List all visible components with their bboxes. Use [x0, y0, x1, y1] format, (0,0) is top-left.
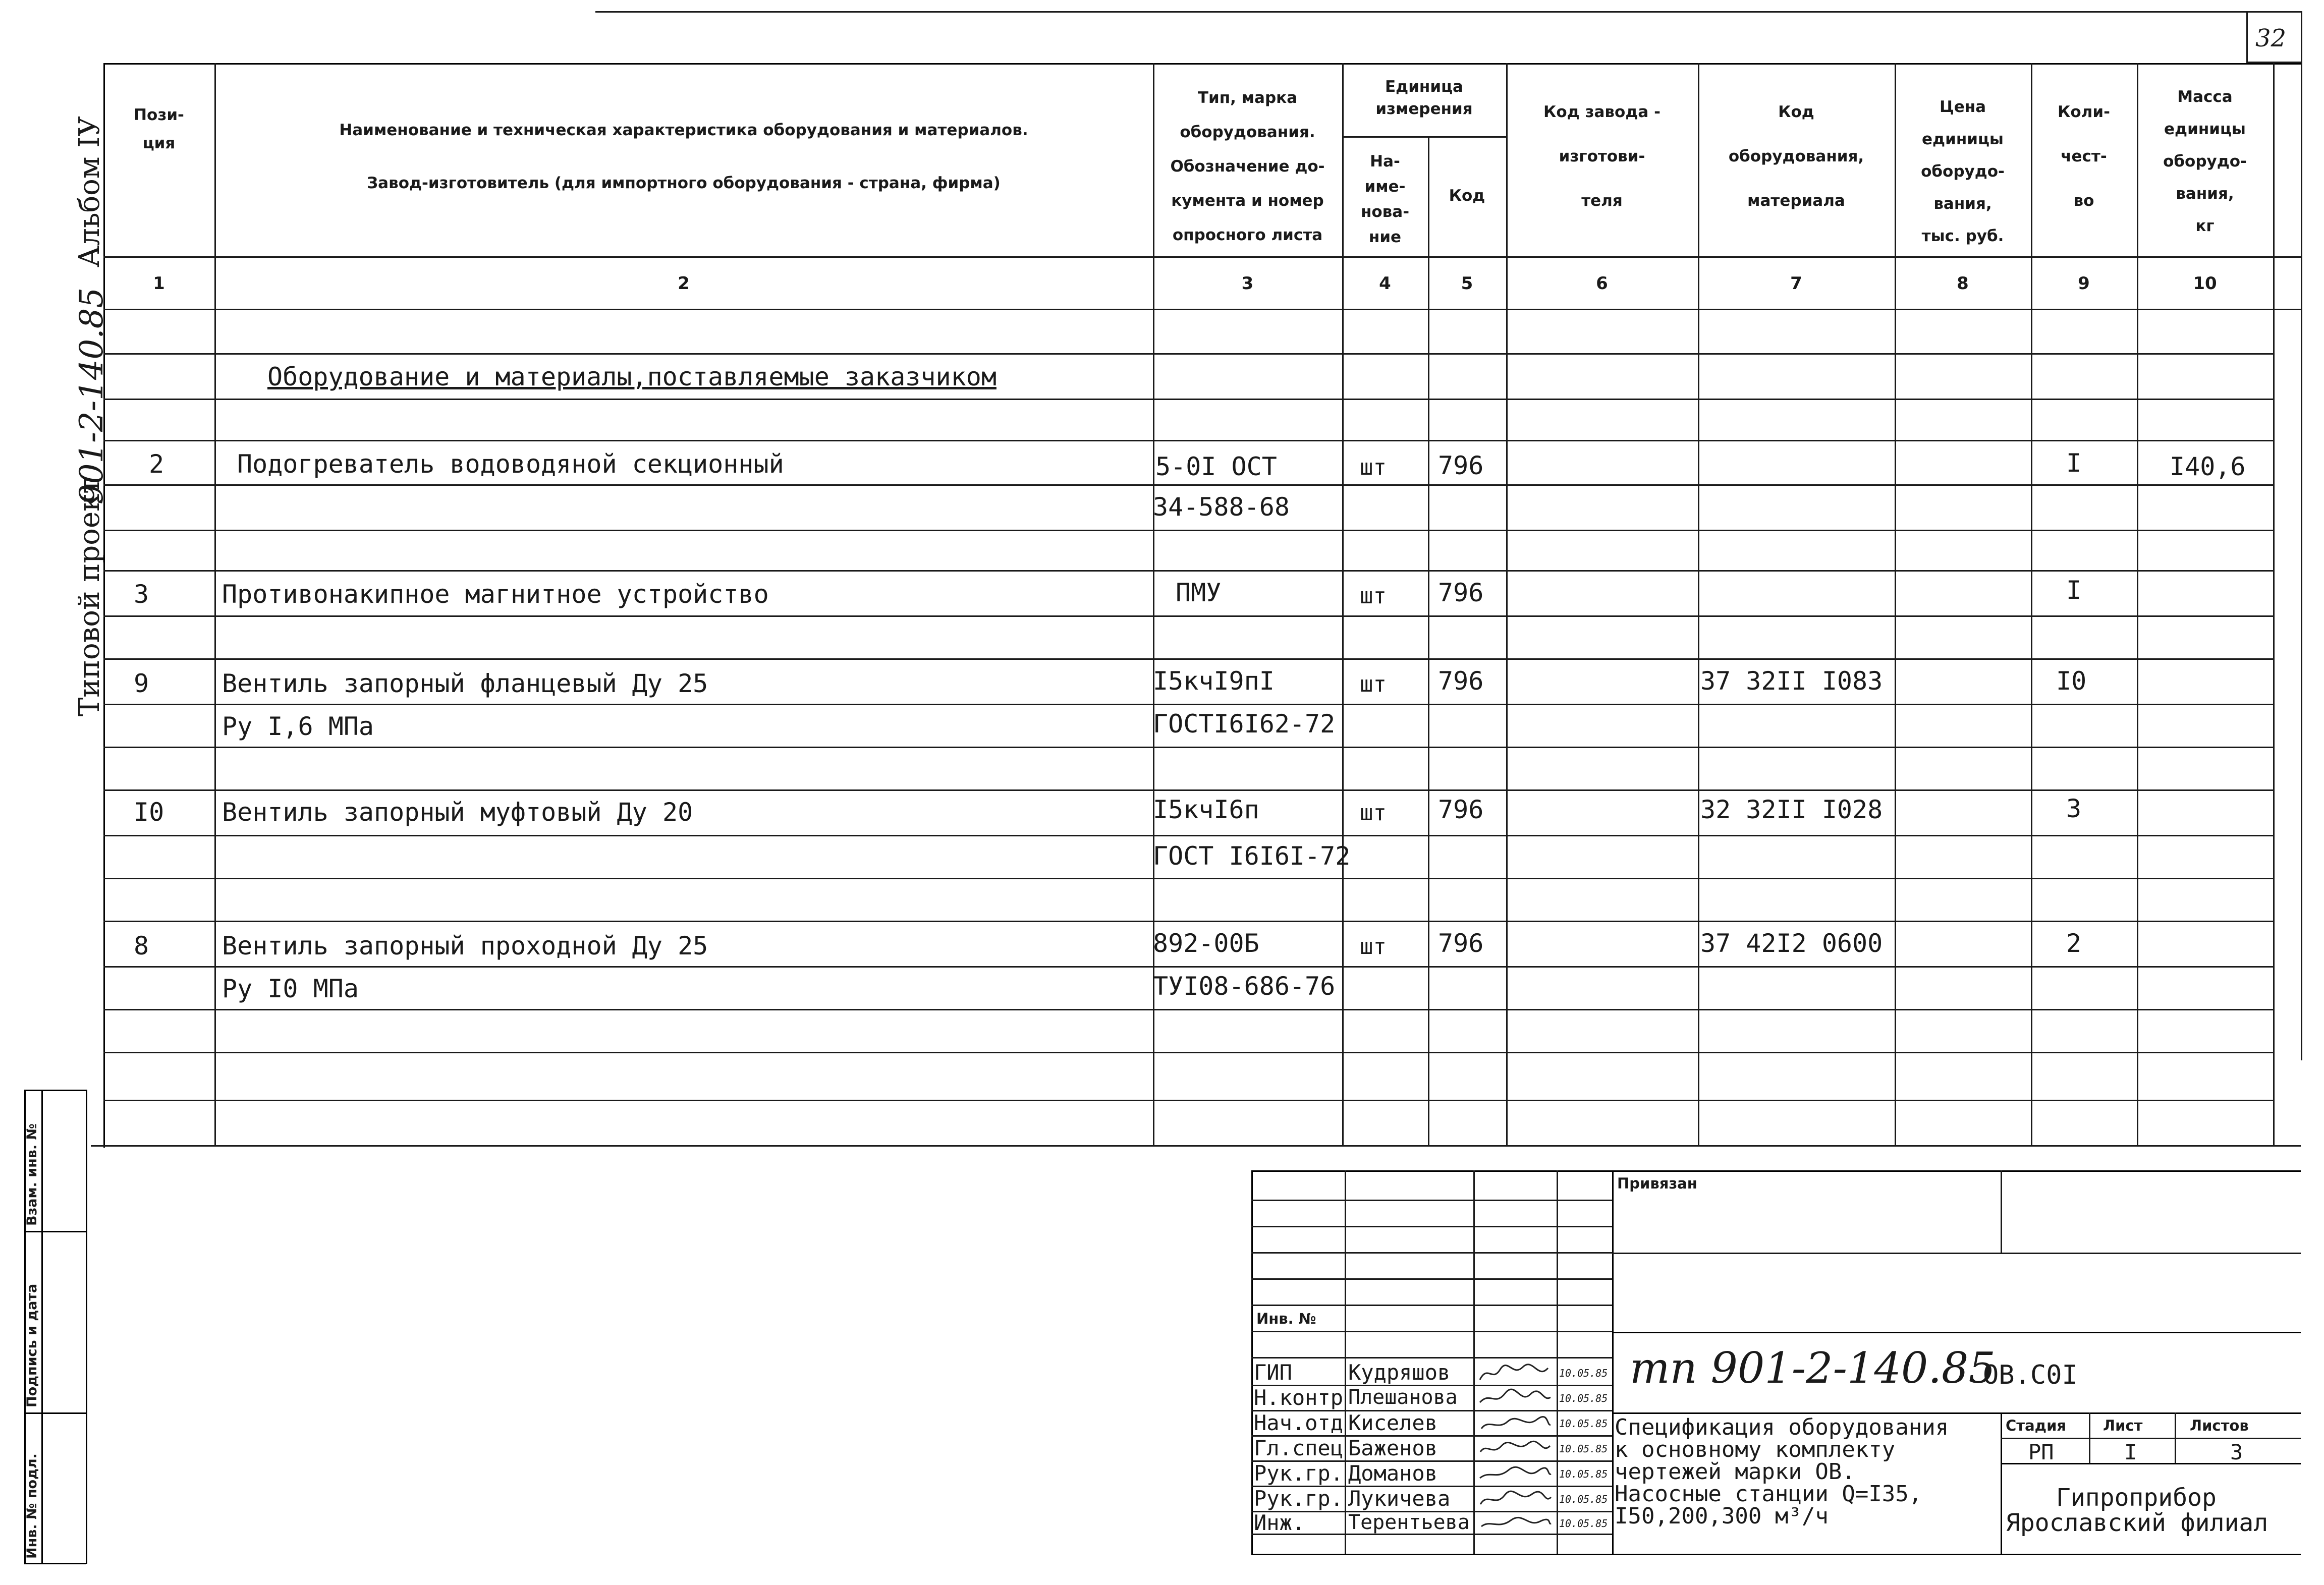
tb-date: 10.05.85	[1559, 1443, 1608, 1455]
row-line	[103, 1009, 2273, 1010]
cell-unit: шт	[1360, 934, 1387, 959]
cell-type: ТУI08-686-76	[1153, 972, 1336, 1001]
tb-name: Киселев	[1348, 1410, 1438, 1435]
colnum-4: 4	[1379, 273, 1391, 294]
left-strip-inner	[86, 1090, 87, 1564]
cell-material-code: 37 42I2 0600	[1700, 929, 1883, 958]
tb-grid-h	[1251, 1278, 1612, 1280]
tb-date: 10.05.85	[1559, 1392, 1608, 1404]
signature-mark	[1477, 1463, 1553, 1484]
sheet-number-box-left	[2246, 11, 2248, 62]
table-left	[103, 63, 105, 1148]
cell-code: 796	[1438, 451, 1484, 480]
side-project-code: 901-2-140.85	[73, 287, 110, 504]
side-album: Альбом IУ	[73, 116, 106, 267]
tb-grid-h	[1251, 1357, 1612, 1358]
cell-name: Ру I0 МПа	[222, 974, 359, 1003]
row-line	[103, 704, 2273, 705]
header-unit: Единица измерения	[1375, 78, 1473, 118]
strip-inv-podl: Инв. № подл.	[24, 1453, 40, 1559]
tb-date: 10.05.85	[1559, 1418, 1608, 1430]
tb-grid-h	[1251, 1226, 1612, 1227]
tb-sep	[1612, 1170, 1614, 1554]
header-name-line1: Наименование и техническая характеристика оборудования и материалов.	[339, 121, 1028, 139]
tb-description-3: чертежей марки ОВ.	[1615, 1459, 1855, 1485]
colnum-2: 2	[678, 273, 690, 294]
cell-position: 3	[134, 580, 149, 609]
tb-role: Инж.	[1254, 1510, 1305, 1535]
tb-org-line1: Гипроприбор	[2056, 1484, 2217, 1512]
sheet-number: 32	[2255, 24, 2287, 52]
table-top	[103, 63, 2301, 65]
tb-role: Рук.гр.	[1254, 1461, 1344, 1486]
cell-code: 796	[1438, 795, 1484, 824]
left-strip-top	[24, 1090, 86, 1091]
signature-mark	[1477, 1387, 1553, 1408]
cell-unit: шт	[1360, 671, 1387, 697]
tb-doc-mark: ОВ.С0I	[1983, 1360, 2078, 1390]
row-line	[103, 835, 2273, 836]
header-type: Тип, марка оборудования. Обозначение до- кумента и номер опросного листа	[1170, 89, 1325, 244]
cell-type: ПМУ	[1176, 578, 1222, 607]
signature-mark	[1477, 1512, 1553, 1534]
cell-unit: шт	[1360, 583, 1387, 609]
tb-inv-no: Инв. №	[1256, 1310, 1316, 1327]
cell-quantity: 2	[2066, 929, 2082, 958]
cell-name: Подогреватель водоводяной секционный	[237, 449, 784, 479]
col-line-1	[214, 63, 216, 1145]
signature-mark	[1477, 1412, 1553, 1434]
cell-type: I5кчI9пI	[1153, 666, 1275, 696]
row-line	[103, 484, 2273, 486]
row-line	[103, 921, 2273, 922]
tb-stage-h	[2001, 1438, 2301, 1439]
header-unit-name: На- име- нова- ние	[1360, 152, 1410, 246]
tb-sheets-label: Листов	[2190, 1417, 2249, 1434]
row-line	[103, 658, 2273, 660]
header-mass: Масса единицы оборудо- вания, кг	[2163, 88, 2247, 235]
header-unit-code: Код	[1449, 187, 1485, 205]
tb-grid-v	[1557, 1170, 1558, 1554]
tb-name: Кудряшов	[1348, 1360, 1451, 1385]
cell-position: 8	[134, 931, 149, 960]
tb-description-1: Спецификация оборудования	[1615, 1414, 1949, 1440]
cell-unit: шт	[1360, 800, 1387, 826]
tb-description-4: Насосные станции Q=I35,	[1615, 1481, 1922, 1507]
tb-role: ГИП	[1254, 1360, 1292, 1385]
colnum-3: 3	[1241, 273, 1254, 294]
col-line-10	[2273, 63, 2275, 1145]
tb-grid-h	[1251, 1331, 1612, 1332]
tb-name: Лукичева	[1348, 1486, 1451, 1511]
row-line	[103, 1100, 2273, 1101]
tb-sheets: 3	[2230, 1440, 2243, 1464]
table-bottom	[91, 1145, 2301, 1147]
left-strip-mid	[41, 1090, 43, 1564]
cell-name: Вентиль запорный муфтовый Ду 20	[222, 798, 693, 827]
tb-role: Гл.спец	[1254, 1436, 1344, 1460]
cell-name: Вентиль запорный проходной Ду 25	[222, 931, 708, 960]
row-line	[103, 530, 2273, 531]
row-line	[103, 615, 2273, 617]
tb-date: 10.05.85	[1559, 1517, 1608, 1530]
row-line	[103, 747, 2273, 748]
row-line	[103, 399, 2273, 400]
tb-description-5: I50,200,300 м³/ч	[1615, 1503, 1829, 1529]
strip-podpis-data: Подпись и дата	[24, 1283, 40, 1407]
tb-grid-h	[1251, 1305, 1612, 1306]
header-position: Пози- ция	[134, 106, 184, 152]
cell-quantity: 3	[2066, 794, 2082, 823]
tb-sheet: I	[2124, 1440, 2137, 1464]
row-line	[103, 878, 2273, 879]
cell-unit: шт	[1360, 455, 1387, 480]
cell-position: 2	[149, 449, 164, 479]
left-strip-div2	[24, 1412, 86, 1414]
cell-type: 892-00Б	[1153, 929, 1259, 958]
colnum-1: 1	[153, 273, 165, 294]
colnum-7: 7	[1790, 273, 1802, 294]
cell-name: Противонакипное магнитное устройство	[222, 580, 769, 609]
tb-doc-code: тп 901-2-140.85	[1630, 1343, 1996, 1393]
tb-grid-h	[1251, 1200, 1612, 1201]
header-price: Цена единицы оборудо- вания, тыс. руб.	[1921, 98, 2005, 245]
colnum-8: 8	[1957, 273, 1969, 294]
cell-code: 796	[1438, 929, 1484, 958]
cell-type: 34-588-68	[1153, 492, 1290, 522]
row-line	[103, 570, 2273, 572]
colnum-10: 10	[2193, 273, 2217, 294]
tb-name: Терентьева	[1348, 1511, 1470, 1534]
cell-material-code: 32 32II I028	[1700, 795, 1883, 824]
tb-grid-v	[1473, 1170, 1475, 1554]
tb-stage: РП	[2028, 1440, 2054, 1464]
signature-mark	[1477, 1362, 1553, 1383]
tb-grid-v	[1345, 1170, 1346, 1554]
tb-role: Нач.отд	[1254, 1410, 1344, 1435]
left-strip-div1	[24, 1231, 86, 1232]
tb-bottom	[1251, 1554, 2301, 1555]
cell-mass: I40,6	[2170, 452, 2246, 481]
top-border-line	[595, 11, 2301, 13]
tb-name: Баженов	[1348, 1436, 1438, 1460]
cell-quantity: I	[2066, 576, 2082, 605]
section-title: Оборудование и материалы,поставляемые заказчиком	[267, 362, 997, 391]
row-line	[103, 1052, 2273, 1053]
row-line	[103, 966, 2273, 968]
tb-grid-h	[1251, 1252, 1612, 1254]
tb-org-line2: Ярославский филиал	[2006, 1509, 2268, 1537]
strip-vzam-inv: Взам. инв. №	[24, 1123, 40, 1226]
row-line	[103, 440, 2273, 441]
row-line	[103, 353, 2273, 355]
tb-stage-label: Стадия	[2006, 1417, 2067, 1434]
tb-date: 10.05.85	[1559, 1367, 1608, 1379]
signature-mark	[1477, 1438, 1553, 1459]
cell-name: Ру I,6 МПа	[222, 712, 374, 741]
cell-name: Вентиль запорный фланцевый Ду 25	[222, 669, 708, 698]
colnum-5: 5	[1461, 273, 1473, 294]
tb-right-v1	[2001, 1170, 2002, 1253]
tb-right-h1	[1612, 1253, 2301, 1254]
cell-material-code: 37 32II I083	[1700, 666, 1883, 696]
tb-name: Плешанова	[1348, 1386, 1458, 1409]
tb-privyazan: Привязан	[1617, 1175, 1697, 1192]
cell-position: I0	[134, 798, 164, 827]
tb-date: 10.05.85	[1559, 1493, 1608, 1505]
left-strip-bottom	[24, 1563, 86, 1564]
colnum-divider	[103, 309, 2301, 310]
header-name-line2: Завод-изготовитель (для импортного оборудования - страна, фирма)	[367, 174, 1001, 192]
tb-top	[1251, 1170, 2301, 1172]
tb-description-2: к основному комплекту	[1615, 1437, 1896, 1462]
cell-type: ГОСТI6I62-72	[1153, 709, 1336, 739]
cell-type: ГОСТ I6I6I-72	[1153, 841, 1351, 871]
tb-role: Рук.гр.	[1254, 1486, 1344, 1511]
header-quantity: Коли- чест- во	[2058, 103, 2110, 210]
tb-role: Н.контр	[1254, 1385, 1344, 1410]
col-line-8	[2031, 63, 2032, 1145]
col-line-6	[1698, 63, 1699, 1145]
tb-right-h3	[1612, 1412, 2301, 1414]
signature-mark	[1477, 1488, 1553, 1509]
right-frame-border	[2301, 11, 2302, 1060]
tb-date: 10.05.85	[1559, 1468, 1608, 1480]
cell-type: 5-0I ОСТ	[1155, 452, 1277, 481]
header-factory-code: Код завода - изготови- теля	[1543, 103, 1661, 210]
tb-right-h2	[1612, 1332, 2301, 1333]
colnum-6: 6	[1596, 273, 1608, 294]
cell-type: I5кчI6п	[1153, 795, 1259, 824]
tb-name: Доманов	[1348, 1461, 1438, 1486]
tb-sheet-label: Лист	[2103, 1417, 2143, 1434]
tb-left	[1251, 1170, 1253, 1554]
cell-position: 9	[134, 669, 149, 698]
header-divider	[103, 256, 2301, 258]
header-material-code: Код оборудования, материала	[1728, 103, 1864, 210]
row-line	[103, 789, 2273, 791]
side-title: Типовой проект	[73, 478, 106, 716]
unit-subheader-line	[1342, 136, 1506, 138]
tb-stage-v	[2001, 1412, 2002, 1554]
col-line-5	[1506, 63, 1508, 1145]
cell-quantity: I	[2066, 448, 2082, 478]
cell-quantity: I0	[2056, 666, 2087, 696]
colnum-9: 9	[2078, 273, 2090, 294]
cell-code: 796	[1438, 578, 1484, 607]
cell-code: 796	[1438, 666, 1484, 696]
